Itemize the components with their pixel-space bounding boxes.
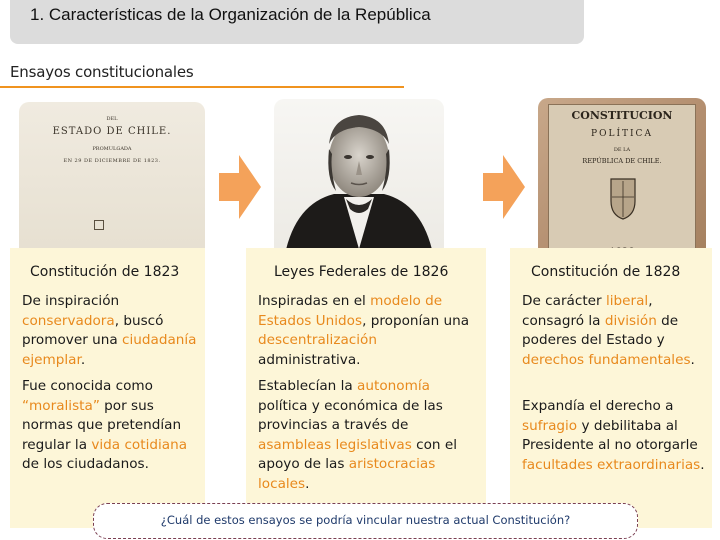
constitution-1823-image	[19, 102, 205, 262]
constitution-1828-image	[538, 98, 706, 268]
column-1828-paragraph-2: Expandía el derecho a sufragio y debilitaba al Presidente al no otorgarle facultades extraordinarias.	[522, 398, 705, 473]
doc1-text-promulgada: PROMULGADA	[92, 146, 132, 152]
column-1826-paragraph-2: Establecían la autonomía política y económica de las provincias a través de asambleas legislativas con el apoyo de las aristocracias locales.	[258, 378, 457, 492]
cover-text-constitucion: CONSTITUCION	[571, 109, 673, 122]
doc1-text-estado: ESTADO DE CHILE.	[52, 126, 172, 137]
column-1823-paragraph-1: De inspiración conservadora, buscó promover una ciudadanía ejemplar.	[22, 293, 197, 368]
cover-label	[548, 104, 696, 264]
column-1826-paragraph-1: Inspiradas en el modelo de Estados Unidos, proponían una descentralización administrativa.	[258, 293, 470, 368]
column-1823-paragraph-2: Fue conocida como “moralista” por sus normas que pretendían regular la vida cotidiana de los ciudadanos.	[22, 378, 188, 472]
portrait-illustration	[274, 99, 444, 259]
arrow-right-icon	[219, 155, 261, 219]
doc1-text-del: DEL	[106, 116, 118, 122]
column-title-1828: Constitución de 1828	[531, 264, 681, 280]
seal-icon	[94, 220, 104, 230]
cover-text-republica: REPÚBLICA DE CHILE.	[582, 157, 662, 165]
column-title-1826: Leyes Federales de 1826	[274, 264, 449, 280]
column-1828-panel	[510, 248, 712, 528]
coat-of-arms-icon	[603, 173, 643, 223]
cover-text-de-la: DE LA	[613, 147, 631, 153]
column-title-1823: Constitución de 1823	[30, 264, 180, 280]
section-subtitle: Ensayos constitucionales	[10, 63, 194, 81]
subtitle-underline	[0, 86, 404, 88]
title-bar	[10, 0, 584, 44]
question-box	[93, 503, 638, 539]
column-1828-paragraph-1: De carácter liberal, consagró la división de poderes del Estado y derechos fundamentales.	[522, 293, 695, 368]
page-title: 1. Características de la Organización de la República	[30, 5, 431, 24]
cover-text-politica: POLÍTICA	[591, 129, 653, 139]
portrait-image	[274, 99, 444, 259]
arrow-right-icon	[483, 155, 525, 219]
doc1-text-date: EN 29 DE DICIEMBRE DE 1823.	[63, 158, 161, 164]
question-text: ¿Cuál de estos ensayos se podría vincular nuestra actual Constitución?	[160, 513, 571, 527]
